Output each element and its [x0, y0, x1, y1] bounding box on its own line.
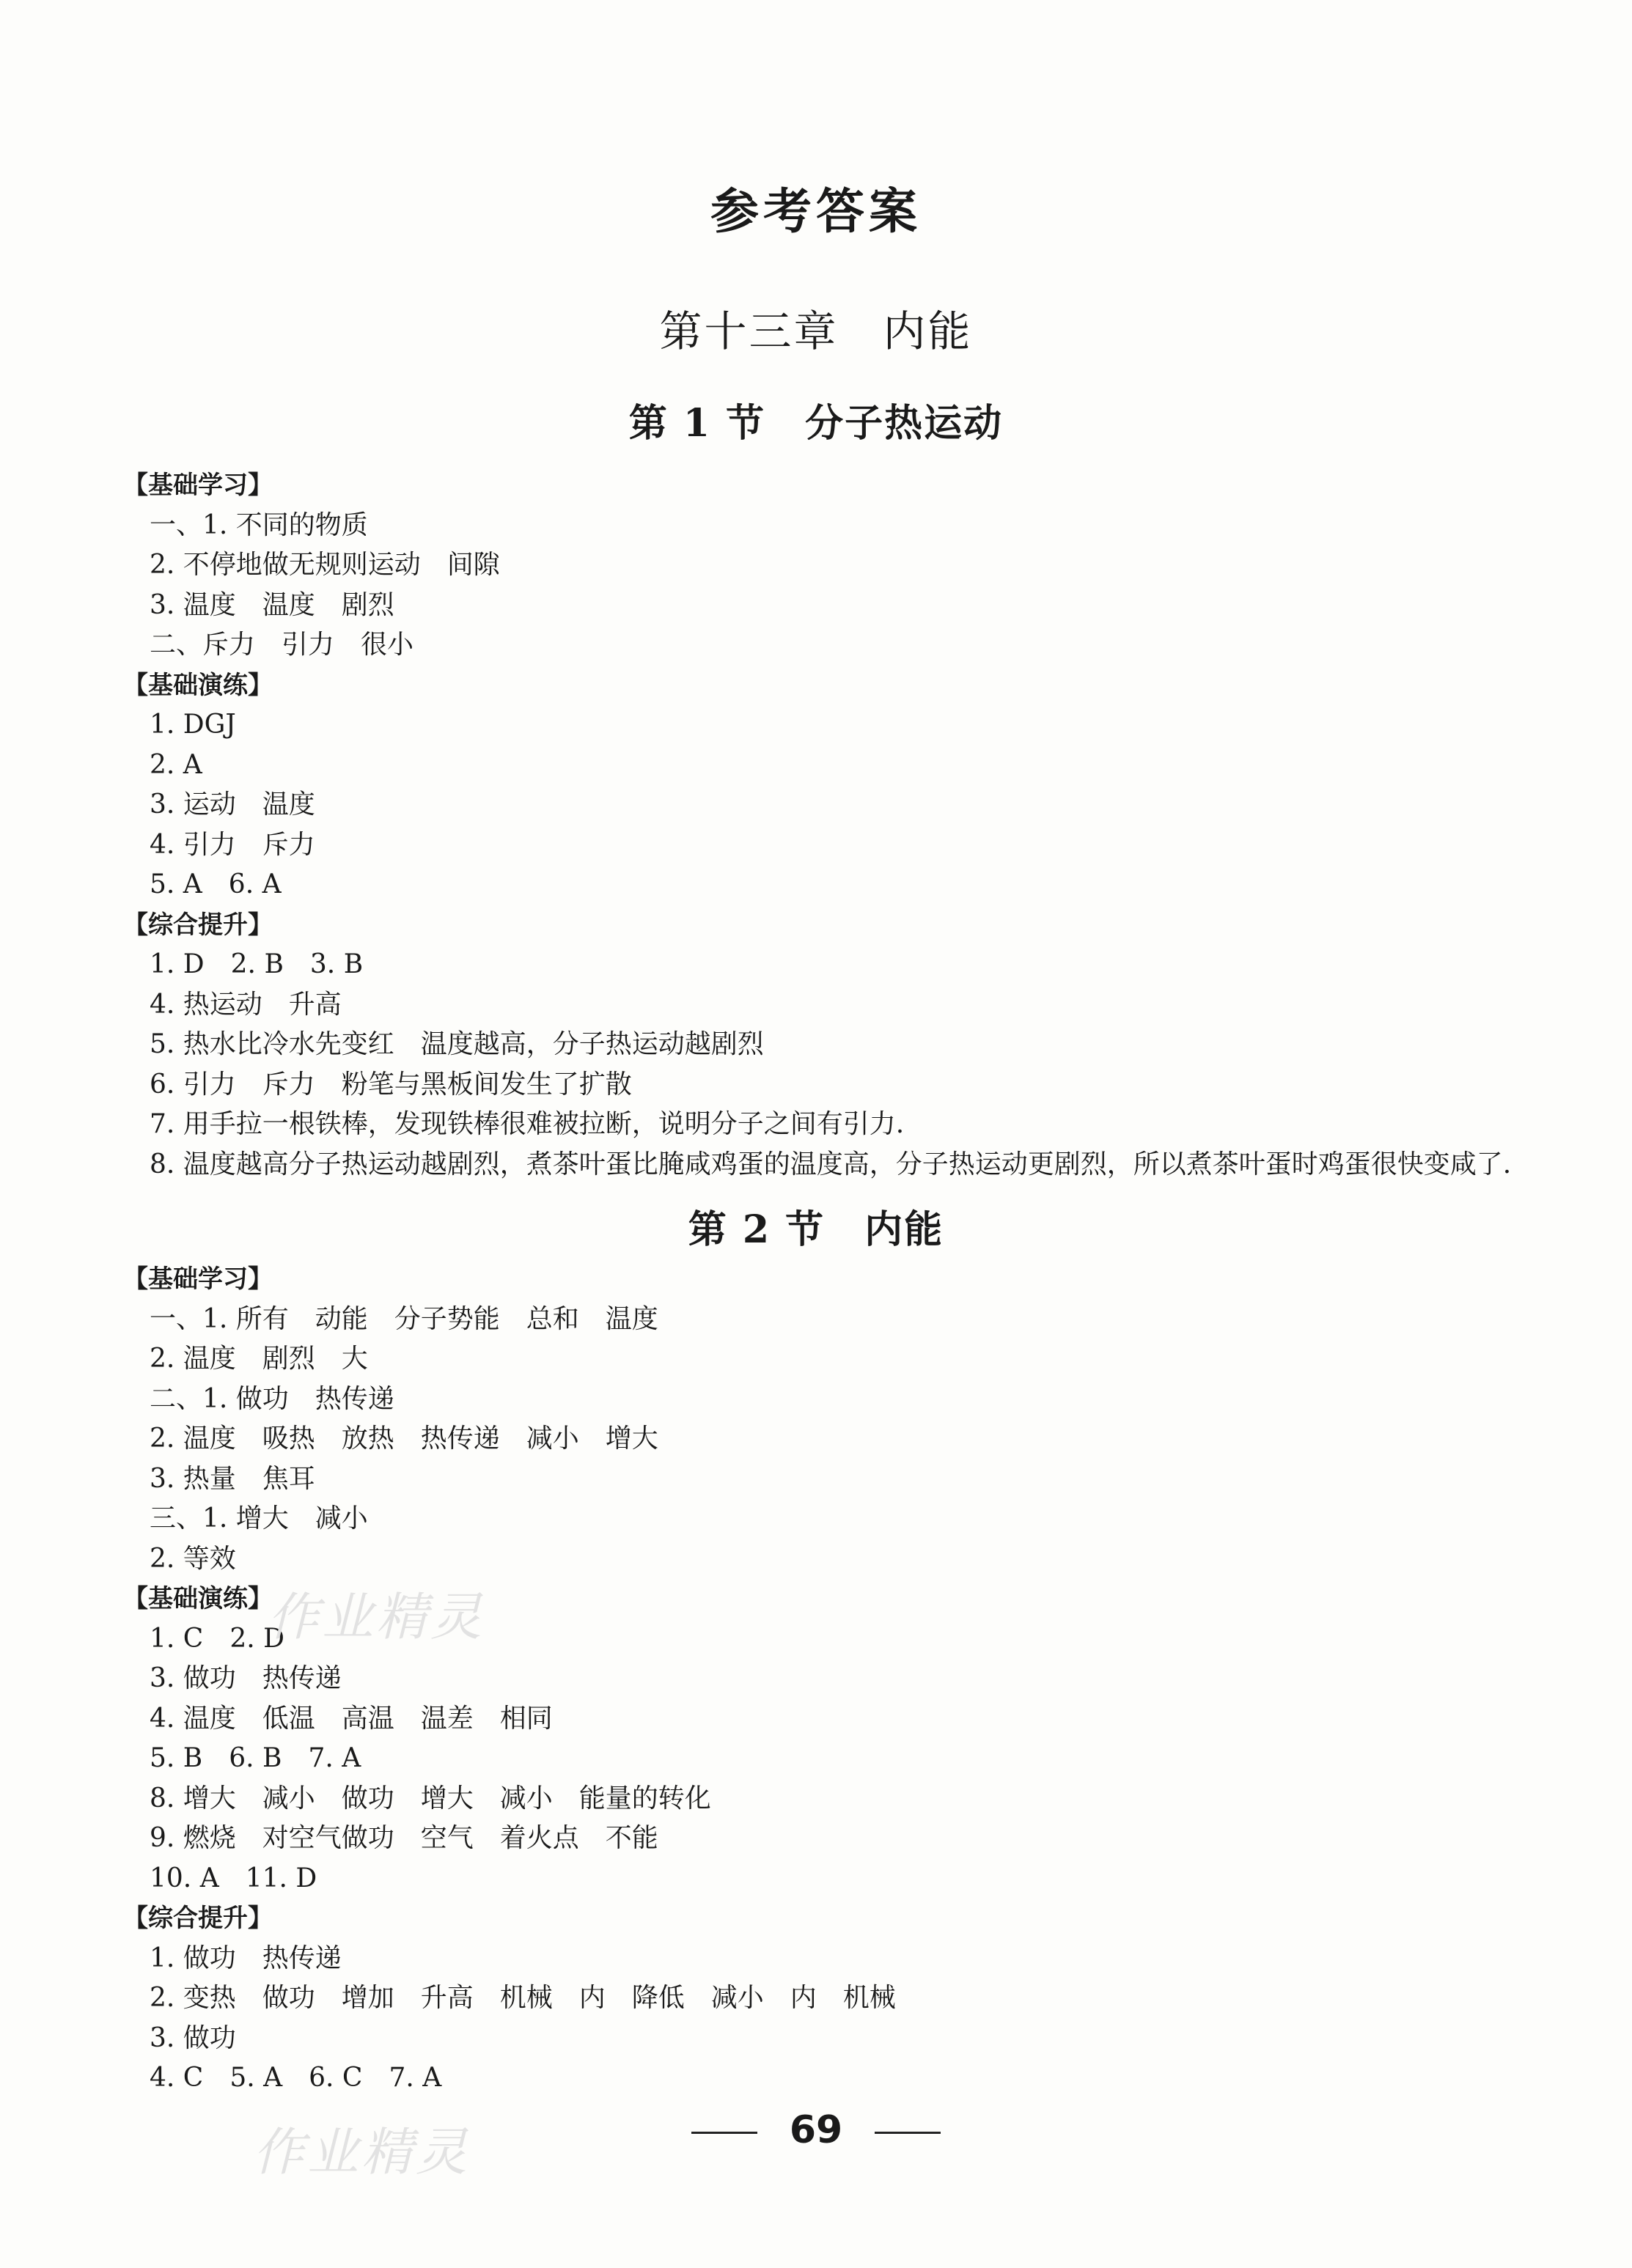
answer-line: 3. 做功 热传递	[150, 1663, 342, 1693]
answer-line: 2. 温度 吸热 放热 热传递 减小 增大	[150, 1424, 658, 1454]
answer-line: 一、1. 所有 动能 分子势能 总和 温度	[150, 1303, 658, 1334]
subsection-heading: 【基础演练】	[123, 1584, 273, 1613]
watermark: 作业精灵	[253, 2122, 470, 2182]
answer-line: 5. A 6. A	[150, 869, 282, 899]
answer-line: 2. 温度 剧烈 大	[150, 1344, 368, 1374]
section-1-title: 第 1 节 分子热运动	[628, 401, 1004, 446]
page-title: 参考答案	[710, 183, 922, 240]
answer-line: 2. 变热 做功 增加 升高 机械 内 降低 减小 内 机械	[150, 1983, 896, 2013]
answer-line: 1. DGJ	[150, 710, 236, 740]
answer-line: 二、斥力 引力 很小	[150, 630, 414, 660]
answer-line: 1. C 2. D	[150, 1623, 284, 1654]
page-number	[0, 2108, 1632, 2152]
page-number-dash-left	[691, 2132, 757, 2134]
answer-line: 3. 做功	[150, 2022, 236, 2053]
subsection-heading: 【基础学习】	[123, 1264, 273, 1294]
answer-line: 9. 燃烧 对空气做功 空气 着火点 不能	[150, 1823, 658, 1853]
answer-line: 4. 温度 低温 高温 温差 相同	[150, 1703, 553, 1734]
subsection-heading: 【综合提升】	[123, 910, 273, 940]
answer-line: 1. 做功 热传递	[150, 1943, 342, 1973]
answer-line: 3. 热量 焦耳	[150, 1463, 315, 1494]
chapter-title: 第十三章 内能	[659, 306, 973, 356]
answer-line: 2. A	[150, 749, 202, 780]
answer-line: 4. 热运动 升高	[150, 989, 342, 1020]
answer-line: 5. 热水比冷水先变红 温度越高，分子热运动越剧烈	[150, 1029, 764, 1059]
section-2-title: 第 2 节 内能	[688, 1207, 944, 1252]
subsection-heading: 【基础学习】	[123, 471, 273, 500]
answer-line: 3. 运动 温度	[150, 789, 315, 820]
answer-line: 4. 引力 斥力	[150, 829, 315, 860]
section-1-answers	[123, 465, 1516, 1185]
answer-line: 5. B 6. B 7. A	[150, 1743, 361, 1773]
answer-line: 3. 温度 温度 剧烈	[150, 589, 394, 620]
answer-line: 二、1. 做功 热传递	[150, 1383, 394, 1414]
answer-line: 7. 用手拉一根铁棒，发现铁棒很难被拉断，说明分子之间有引力.	[150, 1109, 905, 1139]
section-2-answers	[123, 1259, 1516, 2099]
answer-line: 10. A 11. D	[150, 1863, 317, 1893]
answer-line: 2. 等效	[150, 1543, 236, 1574]
answer-line: 6. 引力 斥力 粉笔与黑板间发生了扩散	[150, 1069, 632, 1100]
answer-line: 4. C 5. A 6. C 7. A	[150, 2063, 442, 2093]
watermark: 作业精灵	[268, 1587, 485, 1647]
subsection-heading: 【基础演练】	[123, 670, 273, 700]
subsection-heading: 【综合提升】	[123, 1904, 273, 1933]
answer-line: 三、1. 增大 减小	[150, 1503, 368, 1534]
page-number-dash-right	[875, 2132, 941, 2134]
page-number-value: 69	[789, 2108, 843, 2152]
answer-line: 8. 温度越高分子热运动越剧烈，煮茶叶蛋比腌咸鸡蛋的温度高，分子热运动更剧烈，所以煮茶叶蛋时鸡蛋很快变咸了.	[150, 1149, 1512, 1179]
answer-line: 8. 增大 减小 做功 增大 减小 能量的转化	[150, 1783, 711, 1814]
answer-line: 1. D 2. B 3. B	[150, 949, 364, 979]
answer-line: 一、1. 不同的物质	[150, 509, 368, 540]
answer-line: 2. 不停地做无规则运动 间隙	[150, 550, 500, 580]
